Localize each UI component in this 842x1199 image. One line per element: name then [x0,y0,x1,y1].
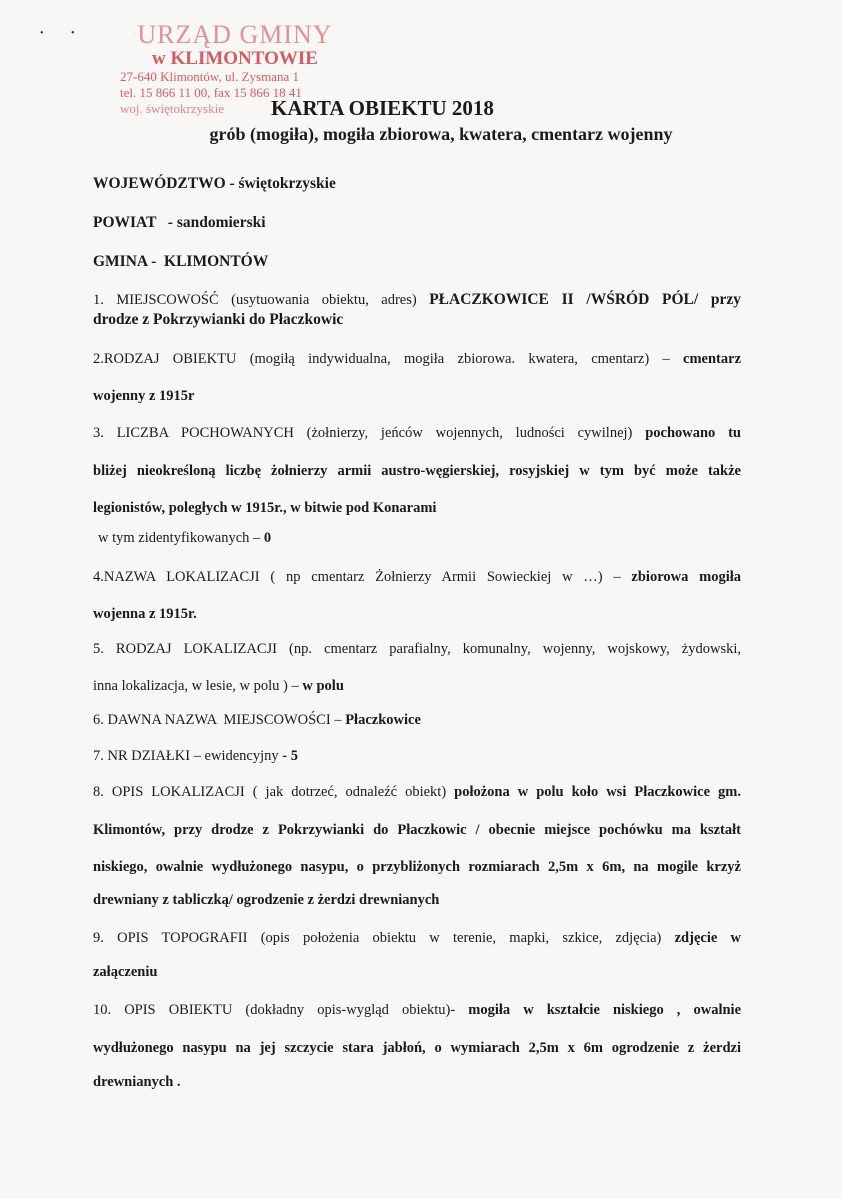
item-3-line-a [93,424,741,442]
item-8-line-c: niskiego, owalnie wydłużonego nasypu, o przybliżonych rozmiarach 2,5m x 6m, na mogile krzyż [93,859,741,875]
stamp-line-1: URZĄD GMINY [137,20,333,49]
item-2-label: 2.RODZAJ OBIEKTU (mogiłą indywidualna, mogiła zbiorowa. kwatera, cmentarz) – [93,351,670,367]
item-2-line-a [93,350,741,368]
item-3-line-b: bliżej nieokreśloną liczbę żołnierzy armii austro-węgierskiej, rosyjskiej w tym być może także [93,463,741,479]
item-7-label: 7. NR DZIAŁKI – ewidencyjny [93,748,279,764]
item-2-value-a: cmentarz [683,351,742,367]
stamp-line-2: w KLIMONTOWIE [152,48,318,69]
item-10-line-c: drewnianych . [93,1074,181,1090]
powiat-text: POWIAT - sandomierski [93,214,266,231]
item-8-line-a [93,783,741,801]
item-5-value: w polu [302,678,344,694]
item-3-identified-value: 0 [263,530,272,546]
item-4-line-a [93,568,741,586]
powiat-line [93,214,741,232]
stamp-line-3: 27-640 Klimontów, ul. Zysmana 1 [120,69,299,84]
item-10-line-a [93,1001,741,1019]
item-1-label: 1. MIEJSCOWOŚĆ (usytuowania obiektu, adres) [93,292,417,308]
item-4-label: 4.NAZWA LOKALIZACJI ( np cmentarz Żołnierzy Armii Sowieckiej w …) – [93,569,621,585]
item-10-value-a: mogiła w kształcie niskiego , owalnie [468,1002,742,1018]
document-subtitle: grób (mogiła), mogiła zbiorowa, kwatera, cmentarz wojenny [209,124,673,144]
item-2-line-b [93,387,741,405]
item-7-line [93,747,741,765]
wojewodztwo-text: WOJEWÓDZTWO - świętokrzyskie [93,175,336,192]
item-3-identified-line [98,529,746,547]
item-5-line-a: 5. RODZAJ LOKALIZACJI (np. cmentarz parafialny, komunalny, wojenny, wojskowy, żydowski, [93,641,741,657]
item-1-line-b [93,311,741,329]
stamp-line-4: tel. 15 866 11 00, fax 15 866 18 41 [120,85,302,100]
item-3-value-a: pochowano tu [645,425,741,441]
item-6-value: Płaczkowice [345,712,421,728]
stamp-line-5: woj. świętokrzyskie [120,101,224,116]
gmina-text: GMINA - KLIMONTÓW [93,253,269,270]
item-9-value-a: zdjęcie w [674,930,742,946]
item-7-value: - 5 [282,748,298,764]
item-1-value-b: drodze z Pokrzywianki do Płaczkowic [93,311,344,328]
scan-marks: • • [40,28,75,39]
item-5-line-b [93,677,741,695]
item-9-label: 9. OPIS TOPOGRAFII (opis położenia obiektu w terenie, mapki, szkice, zdjęcia) [93,930,662,946]
item-8-line-b: Klimontów, przy drodze z Pokrzywianki do Płaczkowic / obecnie miejsce pochówku ma kształt [93,822,741,838]
item-1-line-a [93,291,741,309]
item-10-label: 10. OPIS OBIEKTU (dokładny opis-wygląd obiektu)- [93,1002,456,1018]
title-text: KARTA OBIEKTU 2018 [271,96,494,120]
item-8-line-d: drewniany z tabliczką/ ogrodzenie z żerdzi drewnianych [93,892,440,908]
item-2-value-b: wojenny z 1915r [93,388,195,404]
item-5-label-b: inna lokalizacja, w lesie, w polu ) – [93,678,299,694]
item-1-value-a: PŁACZKOWICE II /WŚRÓD PÓL/ przy [429,291,741,308]
item-9-line-b: załączeniu [93,964,158,980]
item-3-identified-label: w tym zidentyfikowanych – [98,530,261,546]
item-3-line-c: legionistów, poległych w 1915r., w bitwie pod Konarami [93,500,437,516]
document-title [0,96,842,121]
item-8-label: 8. OPIS LOKALIZACJI ( jak dotrzeć, odnaleźć obiekt) [93,784,447,800]
item-6-line [93,711,741,729]
item-10-line-b: wydłużonego nasypu na jej szczycie stara jabłoń, o wymiarach 2,5m x 6m ogrodzenie z żerdzi [93,1040,741,1056]
item-8-value-a: położona w polu koło wsi Płaczkowice gm. [454,784,741,800]
item-4-line-b: wojenna z 1915r. [93,606,197,622]
item-4-value-a: zbiorowa mogiła [631,569,741,585]
item-3-label: 3. LICZBA POCHOWANYCH (żołnierzy, jeńców wojennych, ludności cywilnej) [93,425,633,441]
item-6-label: 6. DAWNA NAZWA MIEJSCOWOŚCI – [93,712,342,728]
item-9-line-a [93,929,741,947]
wojewodztwo-line [93,175,741,193]
gmina-line [93,253,741,271]
